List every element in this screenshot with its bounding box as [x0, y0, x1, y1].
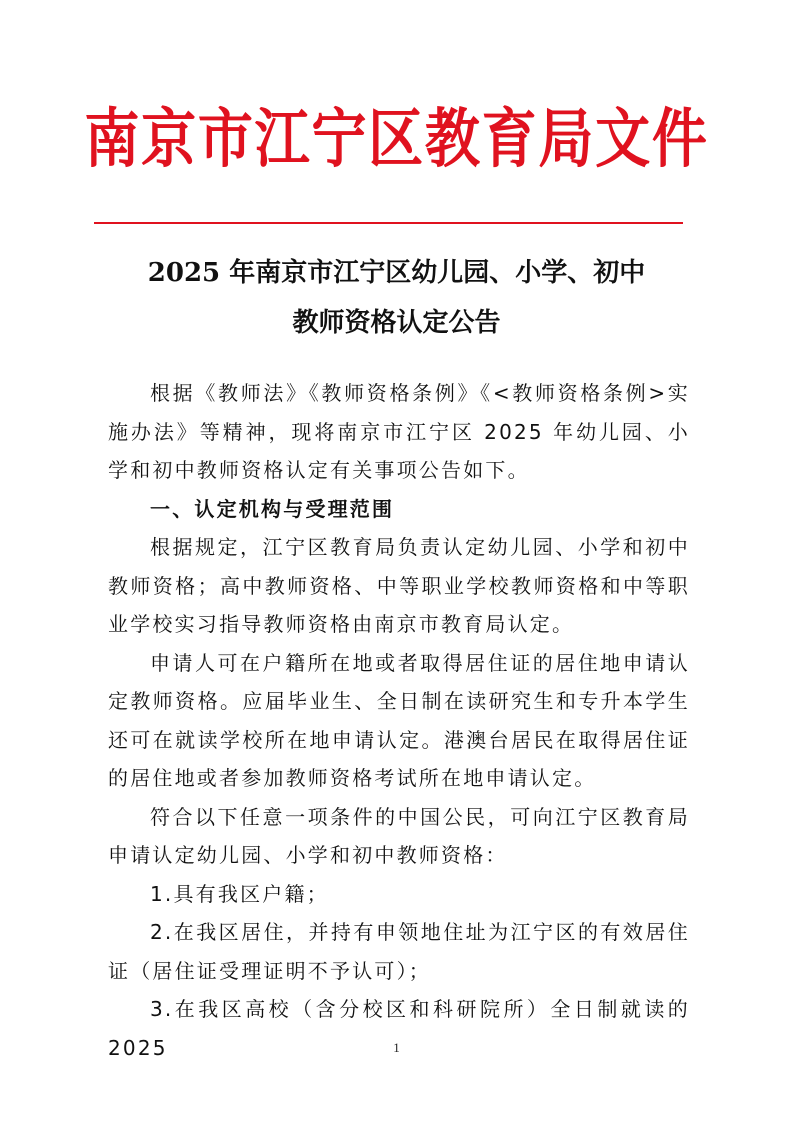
- title-line-1: 2025 年南京市江宁区幼儿园、小学、初中: [147, 258, 646, 288]
- list-item: 2.在我区居住，并持有申领地住址为江宁区的有效居住证（居住证受理证明不予认可）；: [108, 920, 690, 983]
- list-item: 3.在我区高校（含分校区和科研院所）全日制就读的 2025: [108, 997, 690, 1060]
- issuing-authority-header: 南京市江宁区教育局文件: [84, 102, 709, 177]
- list-item: 1.具有我区户籍；: [150, 881, 329, 906]
- document-body: [108, 374, 690, 1067]
- body-paragraph: 根据规定，江宁区教育局负责认定幼儿园、小学和初中教师资格；高中教师资格、中等职业学校教师资格和中等职业学校实习指导教师资格由南京市教育局认定。: [108, 535, 690, 636]
- body-paragraph: 符合以下任意一项条件的中国公民，可向江宁区教育局申请认定幼儿园、小学和初中教师资格：: [108, 804, 690, 867]
- section-heading: 一、认定机构与受理范围: [150, 496, 395, 521]
- red-divider-line: [94, 222, 683, 224]
- document-title: [0, 248, 793, 348]
- page-number: 1: [393, 1040, 400, 1055]
- intro-paragraph: 根据《教师法》《教师资格条例》《<教师资格条例>实施办法》等精神，现将南京市江宁区 2025 年幼儿园、小学和初中教师资格认定有关事项公告如下。: [108, 381, 690, 482]
- title-line-2: 教师资格认定公告: [292, 308, 501, 338]
- body-paragraph: 申请人可在户籍所在地或者取得居住证的居住地申请认定教师资格。应届毕业生、全日制在读研究生和专升本学生还可在就读学校所在地申请认定。港澳台居民在取得居住证的居住地或者参加教师资格考试所在地申请认定。: [108, 650, 690, 790]
